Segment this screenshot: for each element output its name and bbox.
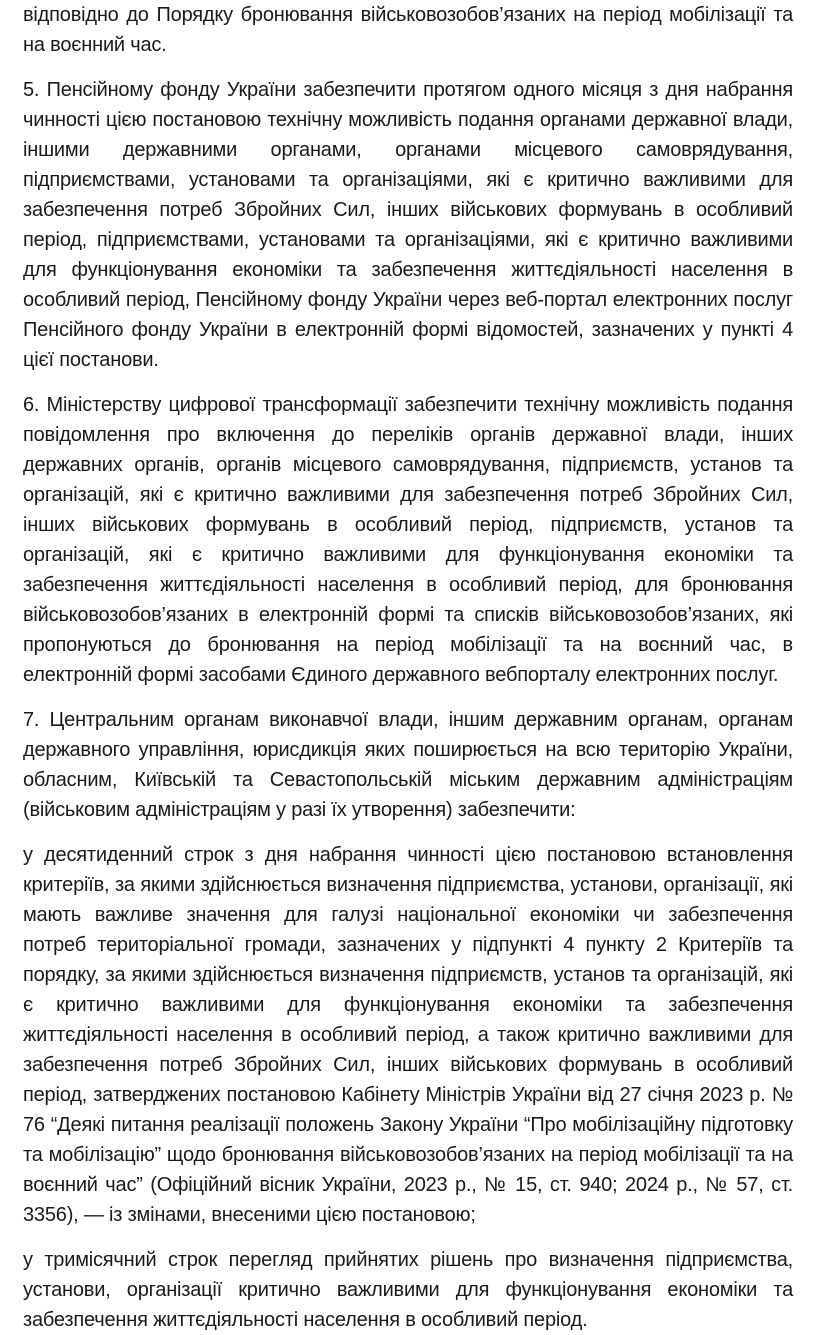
paragraph-item-7-subitem-2: у тримісячний строк перегляд прийнятих рішень про визначення підприємства, установи, організації критично важливими для функціонування економіки та забезпечення життєдіяльності населення в особливий період. bbox=[23, 1249, 793, 1331]
paragraph-continuation: відповідно до Порядку бронювання військовозобов’язаних на період мобілізації та на воєнний час. bbox=[23, 4, 793, 56]
paragraph-item-5: 5. Пенсійному фонду України забезпечити протягом одного місяця з дня набрання чинності цією постановою технічну можливість подання органами державної влади, іншими державними органами, органами місцевого самоврядування, підприємствами, установами та організаціями, які є критично важливими для забезпечення потреб Збройних Сил, інших військових формувань в особливий період, підприємствами, установами та організаціями, які є критично важливими для функціонування економіки та забезпечення життєдіяльності населення в особливий період, Пенсійному фонду України через веб-портал електронних послуг Пенсійного фонду України в електронній формі відомостей, зазначених у пункті 4 цієї постанови. bbox=[23, 79, 793, 371]
paragraph-item-7-subitem-1: у десятиденний строк з дня набрання чинності цією постановою встановлення критеріїв, за якими здійснюється визначення підприємства, установи, організації, які мають важливе значення для галузі національної економіки чи забезпечення потреб територіальної громади, зазначених у підпункті 4 пункту 2 Критеріїв та порядку, за якими здійснюється визначення підприємств, установ та організацій, які є критично важливими для функціонування економіки та забезпечення життєдіяльності населення в особливий період, а також критично важливими для забезпечення потреб Збройних Сил, інших військових формувань в особливий період, затверджених постановою Кабінету Міністрів України від 27 січня 2023 р. № 76 “Деякі питання реалізації положень Закону України “Про мобілізаційну підготовку та мобілізацію” щодо бронювання військовозобов’язаних на період мобілізації та на воєнний час” (Офіційний вісник України, 2023 р., № 15, ст. 940; 2024 р., № 57, ст. 3356), — із змінами, внесеними цією постановою; bbox=[23, 844, 793, 1226]
paragraph-item-7: 7. Центральним органам виконавчої влади, іншим державним органам, органам державного управління, юрисдикція яких поширюється на всю територію України, обласним, Київській та Севастопольській міським державним адміністраціям (військовим адміністраціям у разі їх утворення) забезпечити: bbox=[23, 709, 793, 821]
paragraph-item-6: 6. Міністерству цифрової трансформації забезпечити технічну можливість подання повідомлення про включення до переліків органів державної влади, інших державних органів, органів місцевого самоврядування, підприємств, установ та організацій, які є критично важливими для забезпечення потреб Збройних Сил, інших військових формувань в особливий період, підприємств, установ та організацій, які є критично важливими для функціонування економіки та забезпечення життєдіяльності населення в особливий період, для бронювання військовозобов’язаних в електронній формі та списків військовозобов’язаних, які пропонуються до бронювання на період мобілізації та на воєнний час, в електронній формі засобами Єдиного державного вебпорталу електронних послуг. bbox=[23, 394, 793, 686]
